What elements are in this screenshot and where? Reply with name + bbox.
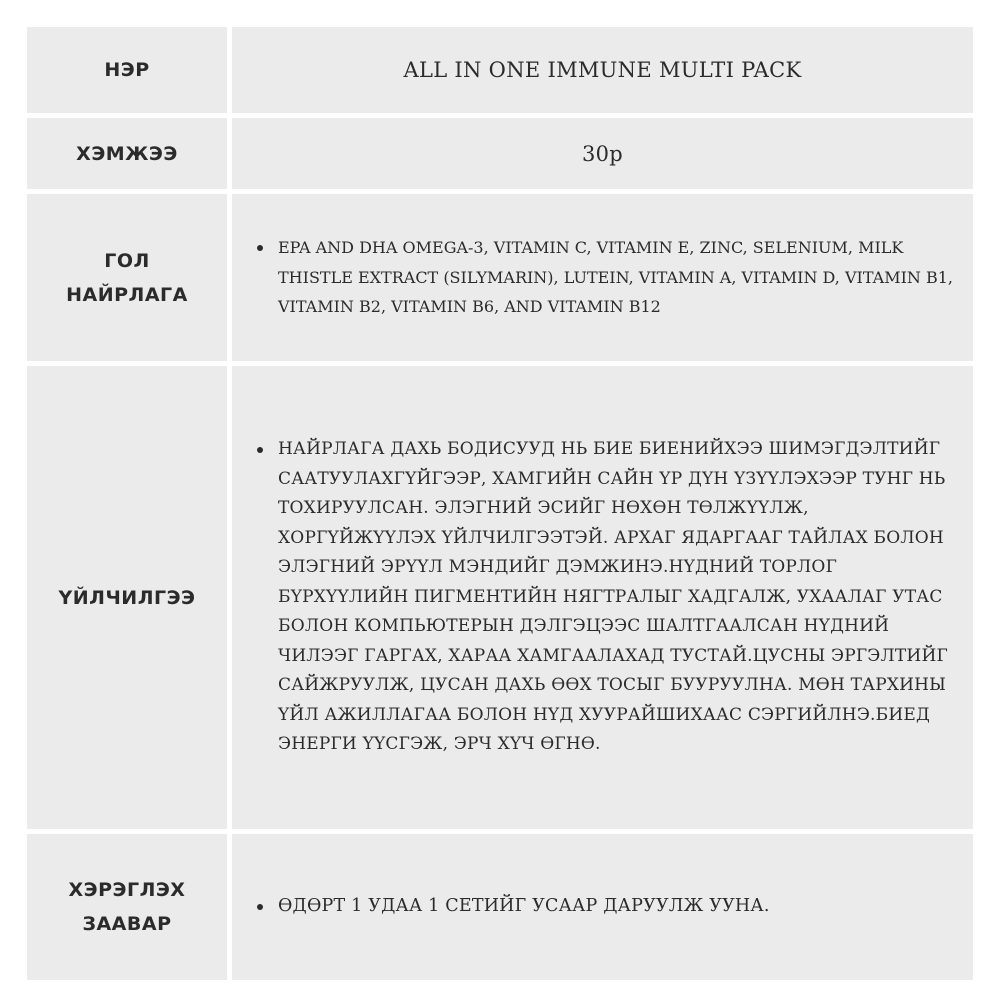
ingredients-label-cell [27, 194, 227, 361]
ingredients-list-item [232, 233, 973, 322]
ingredients-text: EPA AND DHA OMEGA-3, VITAMIN C, VITAMIN E, ZINC, SELENIUM, MILK THISTLE EXTRACT (SILYMARIN), LUTEIN, VITAMIN A, VITAMIN D, VITAMIN B1, VITAMIN B2, VITAMIN B6, AND VITAMIN B12 [278, 238, 953, 317]
usage-list-item [232, 892, 973, 922]
table-row-ingredients [27, 194, 973, 361]
bullet-icon [257, 904, 263, 910]
size-value-cell [232, 118, 973, 189]
usage-value-cell [232, 834, 973, 980]
effects-value-cell [232, 366, 973, 829]
table-row-usage [27, 834, 973, 980]
usage-text: ӨДӨРТ 1 УДАА 1 СЕТИЙГ УСААР ДАРУУЛЖ УУНА. [278, 896, 770, 917]
bullet-icon [257, 245, 263, 251]
bullet-icon [257, 447, 263, 453]
ingredients-label: ГОЛ НАЙРЛАГА [66, 249, 188, 306]
effects-list-item [232, 435, 973, 760]
effects-label: ҮЙЛЧИЛГЭЭ [58, 586, 196, 609]
table-row-name [27, 27, 973, 113]
table-row-size [27, 118, 973, 189]
size-label: ХЭМЖЭЭ [76, 142, 178, 165]
ingredients-value-cell [232, 194, 973, 361]
effects-text: НАЙРЛАГА ДАХЬ БОДИСУУД НЬ БИЕ БИЕНИЙХЭЭ ШИМЭГДЭЛТИЙГ СААТУУЛАХГҮЙГЭЭР, ХАМГИЙН САЙН ҮР ДҮН ҮЗҮҮЛЭХЭЭР ТУНГ НЬ ТОХИРУУЛСАН. ЭЛЭГНИЙ ЭСИЙГ НӨХӨН ТӨЛЖҮҮЛЖ, ХОРГҮЙЖҮҮЛЭХ ҮЙЛЧИЛГЭЭТЭЙ. АРХАГ ЯДАРГААГ ТАЙЛАХ БОЛОН ЭЛЭГНИЙ ЭРҮҮЛ МЭНДИЙГ ДЭМЖИНЭ.НҮДНИЙ ТОРЛОГ БҮРХҮҮЛИЙН ПИГМЕНТИЙН НЯГТРАЛЫГ ХАДГАЛЖ, УХААЛАГ УТАС БОЛОН КОМПЬЮТЕРЫН ДЭЛГЭЦЭЭС ШАЛТГААЛСАН НҮДНИЙ ЧИЛЭЭГ ГАРГАХ, ХАРАА ХАМГААЛАХАД ТУСТАЙ.ЦУСНЫ ЭРГЭЛТИЙГ САЙЖРУУЛЖ, ЦУСАН ДАХЬ ӨӨХ ТОСЫГ БУУРУУЛНА. МӨН ТАРХИНЫ ҮЙЛ АЖИЛЛАГАА БОЛОН НҮД ХУУРАЙШИХААС СЭРГИЙЛНЭ.БИЕД ЭНЕРГИ ҮҮСГЭЖ, ЭРЧ ХҮЧ ӨГНӨ. [278, 439, 948, 755]
name-label: НЭР [104, 59, 150, 81]
name-value-cell [232, 27, 973, 113]
table-row-effects [27, 366, 973, 829]
product-name: ALL IN ONE IMMUNE MULTI PACK [403, 58, 802, 82]
product-size: 30р [581, 141, 624, 166]
effects-label-cell [27, 366, 227, 829]
usage-label: ХЭРЭГЛЭХ ЗААВАР [68, 879, 186, 935]
usage-label-cell [27, 834, 227, 980]
size-label-cell [27, 118, 227, 189]
name-label-cell [27, 27, 227, 113]
